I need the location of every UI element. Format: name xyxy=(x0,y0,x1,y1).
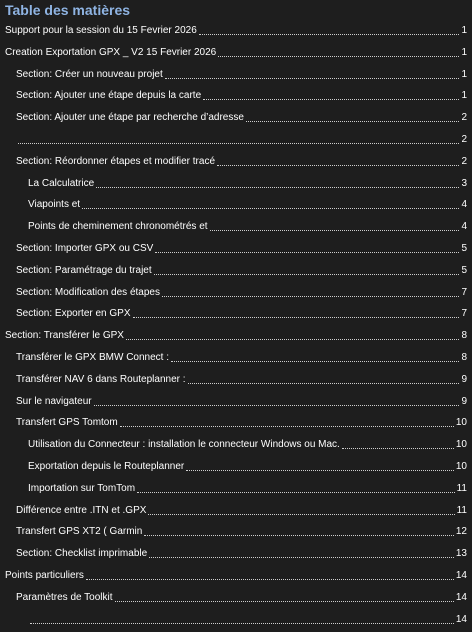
toc-entry-page-number: 11 xyxy=(456,482,467,494)
toc-dot-leader xyxy=(137,492,455,493)
toc-dot-leader xyxy=(94,405,459,406)
toc-dot-leader xyxy=(165,78,459,79)
toc-entry-page-number: 9 xyxy=(461,395,467,407)
toc-entry-page-number: 2 xyxy=(461,134,467,145)
toc-entry-page-number: 7 xyxy=(461,308,467,320)
toc-entry[interactable] xyxy=(28,217,467,233)
toc-entry-label: Points particuliers xyxy=(5,570,84,581)
toc-entry[interactable] xyxy=(16,588,467,604)
toc-entry-label: Sur le navigateur xyxy=(16,395,92,407)
toc-dot-leader xyxy=(120,426,454,427)
toc-entry-label: Exportation depuis le Routeplanner xyxy=(28,461,185,472)
toc-dot-leader xyxy=(186,470,454,471)
toc-dot-leader xyxy=(96,187,459,188)
toc-entry-page-number: 5 xyxy=(461,243,467,254)
toc-entry[interactable] xyxy=(16,86,467,102)
toc-entry-label: Section: Checklist imprimable xyxy=(16,548,148,560)
toc-entry-label: Section: Créer un nouveau projet xyxy=(16,68,163,80)
toc-dot-leader xyxy=(188,383,459,384)
toc-entry-label: Section: Ajouter une étape par recherche d’adresse xyxy=(16,112,244,124)
toc-entry-label: Section: Exporter en GPX xyxy=(16,308,131,320)
toc-entry[interactable] xyxy=(5,43,467,59)
toc-entry[interactable] xyxy=(16,239,467,255)
toc-entry[interactable] xyxy=(16,348,467,364)
toc-entry-label: Transférer le GPX BMW Connect : xyxy=(16,352,170,363)
toc-entry[interactable] xyxy=(28,610,467,626)
toc-entry-label: Section: Importer GPX ou CSV xyxy=(16,243,154,254)
toc-dot-leader xyxy=(203,99,459,100)
toc-entry[interactable] xyxy=(16,413,467,429)
toc-entry-label: La Calculatrice xyxy=(28,177,95,189)
toc-dot-leader xyxy=(217,165,459,166)
toc-entry-page-number: 5 xyxy=(461,264,467,276)
toc-entry[interactable] xyxy=(16,370,467,386)
toc-entry[interactable] xyxy=(16,152,467,168)
toc-entry-page-number: 2 xyxy=(461,112,467,124)
toc-entry[interactable] xyxy=(28,479,467,495)
toc-entry-page-number: 12 xyxy=(455,526,467,538)
toc-entry-page-number: 7 xyxy=(461,286,467,298)
toc-dot-leader xyxy=(210,230,459,231)
toc-entry-page-number: 1 xyxy=(461,46,467,58)
toc-entry[interactable] xyxy=(28,435,467,451)
toc-entry[interactable] xyxy=(16,522,467,538)
toc-dot-leader xyxy=(199,34,459,35)
toc-entry-label: Utilisation du Connecteur : installation le connecteur Windows ou Mac. xyxy=(28,439,340,451)
toc-entry-page-number: 10 xyxy=(455,461,467,472)
toc-entry-page-number: 9 xyxy=(461,373,467,385)
toc-entry-page-number: 1 xyxy=(461,25,467,36)
toc-entry-page-number: 10 xyxy=(455,417,467,429)
toc-dot-leader xyxy=(18,143,459,144)
toc-entry[interactable] xyxy=(5,566,467,582)
toc-entry-label: Section: Paramétrage du trajet xyxy=(16,264,152,276)
toc-entry-page-number: 1 xyxy=(461,68,467,80)
toc-entry[interactable] xyxy=(16,261,467,277)
toc-entry-page-number: 13 xyxy=(455,548,467,560)
toc-entry-label: Support pour la session du 15 Fevrier 2026 xyxy=(5,25,197,36)
toc-entry[interactable] xyxy=(28,457,467,473)
toc-dot-leader xyxy=(342,448,454,449)
toc-dot-leader xyxy=(82,208,459,209)
toc-dot-leader xyxy=(246,121,459,122)
toc-dot-leader xyxy=(126,339,459,340)
toc-dot-leader xyxy=(218,56,459,57)
toc-entry-label: Paramètres de Toolkit xyxy=(16,591,113,603)
toc-entry-label: Creation Exportation GPX _ V2 15 Fevrier 2026 xyxy=(5,46,217,58)
toc-entry-page-number: 4 xyxy=(461,221,467,233)
toc-entry-label: Importation sur TomTom xyxy=(28,482,136,494)
toc-dot-leader xyxy=(154,274,459,275)
toc-entry[interactable] xyxy=(5,326,467,342)
toc-entry-page-number: 1 xyxy=(461,90,467,102)
toc-dot-leader xyxy=(144,535,454,536)
toc-entry[interactable] xyxy=(16,304,467,320)
toc-dot-leader xyxy=(86,579,454,580)
toc-entry-label: Transfert GPS XT2 ( Garmin xyxy=(16,526,143,538)
toc-entry-page-number: 4 xyxy=(461,199,467,211)
toc-dot-leader xyxy=(171,361,459,362)
toc-entry-page-number: 2 xyxy=(461,155,467,167)
toc-entry-page-number: 8 xyxy=(461,330,467,342)
toc-entry-label: Viapoints et xyxy=(28,199,81,211)
toc-entry-label: Transfert GPS Tomtom xyxy=(16,417,118,429)
toc-entry-label: Section: Transférer le GPX xyxy=(5,330,124,342)
toc-entry-page-number: 10 xyxy=(455,439,467,451)
toc-entry-label: Transférer NAV 6 dans Routeplanner : xyxy=(16,373,186,385)
toc-entry-page-number: 3 xyxy=(461,177,467,189)
toc-title: Table des matières xyxy=(5,2,131,18)
toc-entry-page-number: 11 xyxy=(456,504,467,516)
toc-entry-label: Section: Ajouter une étape depuis la carte xyxy=(16,90,202,102)
toc-entry[interactable] xyxy=(16,65,467,81)
toc-entry-page-number: 14 xyxy=(455,613,467,625)
toc-entry-page-number: 8 xyxy=(461,352,467,363)
toc-entry[interactable] xyxy=(28,174,467,190)
toc-dot-leader xyxy=(155,252,459,253)
toc-dot-leader xyxy=(133,317,459,318)
toc-entry-label: Section: Réordonner étapes et modifier tracé xyxy=(16,155,215,167)
toc-entry[interactable] xyxy=(16,501,467,517)
toc-entry-label: Points de cheminement chronométrés et xyxy=(28,221,208,233)
toc-dot-leader xyxy=(148,514,454,515)
toc-entry[interactable] xyxy=(16,283,467,299)
toc-dot-leader xyxy=(115,601,454,602)
toc-entry[interactable] xyxy=(16,108,467,124)
toc-dot-leader xyxy=(30,623,454,624)
toc-dot-leader xyxy=(149,557,454,558)
toc-entry-label: Différence entre .ITN et .GPX xyxy=(16,504,147,516)
toc-entry-page-number: 14 xyxy=(455,570,467,581)
toc-entry[interactable] xyxy=(16,544,467,560)
toc-dot-leader xyxy=(162,296,459,297)
toc-entry[interactable] xyxy=(5,21,467,37)
toc-entry[interactable] xyxy=(16,130,467,146)
toc-entry[interactable] xyxy=(28,195,467,211)
toc-entry-page-number: 14 xyxy=(455,591,467,603)
toc-entry[interactable] xyxy=(16,392,467,408)
toc-entry-label: Section: Modification des étapes xyxy=(16,286,160,298)
